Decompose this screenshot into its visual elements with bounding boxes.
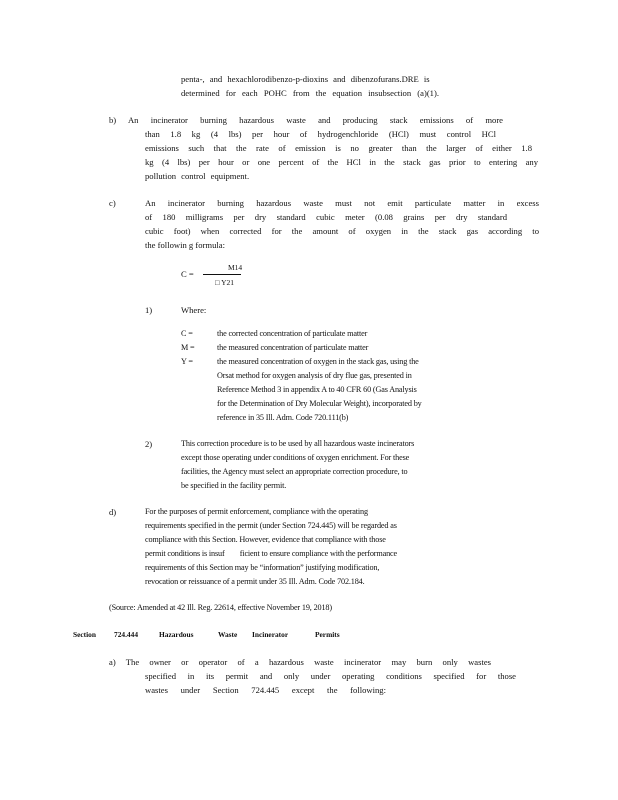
d-line-2: requirements specified in the permit (under Section 724.445) will be regarded as (145, 521, 397, 530)
c-line-1: An incinerator burning hazardous waste must not emit particulate matter in excess (145, 198, 539, 208)
section-title-word-2: Waste (218, 630, 238, 639)
a-line-3: wastes under Section 724.445 except the following: (145, 685, 386, 695)
section-title-word-4: Permits (315, 630, 340, 639)
c1-where: Where: (181, 305, 207, 315)
section-title-word-1: Hazardous (159, 630, 194, 639)
b-line-1: b) An incinerator burning hazardous waste and producing stack emissions of more (109, 115, 503, 125)
a-line-1: a) The owner or operator of a hazardous waste incinerator may burn only wastes (109, 657, 491, 667)
def-c-text: the corrected concentration of particulate matter (217, 329, 368, 338)
def-y-cont-4: reference in 35 Ill. Adm. Code 720.111(b) (217, 413, 349, 422)
intro-line-2: determined for each POHC from the equation insubsection (a)(1). (181, 88, 439, 98)
d-line-6: revocation or reissuance of a permit under 35 Ill. Adm. Code 702.184. (145, 577, 365, 586)
c2-line-1: This correction procedure is to be used by all hazardous waste incinerators (181, 439, 415, 448)
d-line-5: requirements of this Section may be “information” justifying modification, (145, 563, 380, 572)
c2-line-3: facilities, the Agency must select an appropriate correction procedure, to (181, 467, 408, 476)
fraction-bar (203, 274, 241, 275)
def-y-cont-3: for the Determination of Dry Molecular Weight), incorporated by (217, 399, 422, 408)
b-line-3: emissions such that the rate of emission is no greater than the larger of either 1.8 (145, 143, 532, 153)
formula-lhs: C = (181, 269, 194, 279)
c2-line-4: be specified in the facility permit. (181, 481, 287, 490)
d-line-3: compliance with this Section. However, evidence that compliance with those (145, 535, 386, 544)
section-word: Section (73, 630, 96, 639)
section-number: 724.444 (114, 630, 139, 639)
def-y-cont-1: Orsat method for oxygen analysis of dry flue gas, presented in (217, 371, 412, 380)
c-line-4: the followin g formula: (145, 240, 225, 250)
def-m-text: the measured concentration of particulate matter (217, 343, 369, 352)
formula-numerator: M14 (228, 263, 243, 272)
c2-line-2: except those operating under conditions of oxygen enrichment. For these (181, 453, 410, 462)
a-line-2: specified in its permit and only under operating conditions specified for those (145, 671, 516, 681)
section-title-word-3: Incinerator (252, 630, 289, 639)
formula-denominator: □ Y21 (215, 278, 235, 287)
d-line-1: For the purposes of permit enforcement, compliance with the operating (145, 507, 368, 516)
def-y-symbol: Y = (181, 357, 193, 366)
c-line-2: of 180 milligrams per dry standard cubic meter (0.08 grains per dry standard (145, 212, 507, 222)
def-y-cont-2: Reference Method 3 in appendix A to 40 CFR 60 (Gas Analysis (217, 385, 417, 394)
def-c-symbol: C = (181, 329, 193, 338)
b-line-5: pollution control equipment. (145, 171, 250, 181)
def-m-symbol: M = (181, 343, 195, 352)
b-line-2: than 1.8 kg (4 lbs) per hour of hydrogenchloride (HCl) must control HCl (145, 129, 496, 139)
d-line-4: permit conditions is insuf ficient to ensure compliance with the performance (145, 549, 397, 558)
c-label: c) (109, 198, 116, 208)
def-y-text: the measured concentration of oxygen in the stack gas, using the (217, 357, 419, 366)
d-label: d) (109, 507, 117, 517)
b-line-4: kg (4 lbs) per hour or one percent of the HCl in the stack gas prior to entering any (145, 157, 538, 167)
source-note: (Source: Amended at 42 Ill. Reg. 22614, effective November 19, 2018) (109, 603, 332, 612)
c1-label: 1) (145, 305, 153, 315)
c2-label: 2) (145, 439, 153, 449)
intro-line-1: penta-, and hexachlorodibenzo-p-dioxins and dibenzofurans.DRE is (181, 74, 430, 84)
c-line-3: cubic foot) when corrected for the amount of oxygen in the stack gas according to (145, 226, 539, 236)
